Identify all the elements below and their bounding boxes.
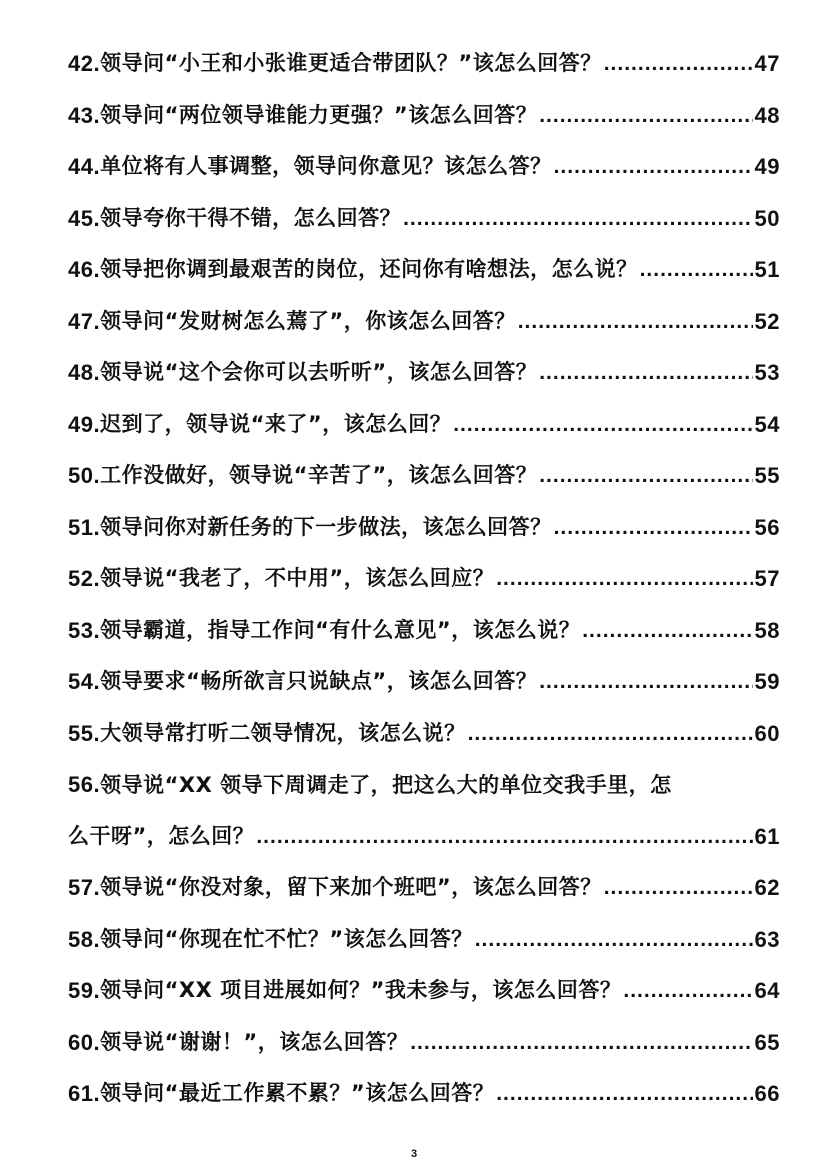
dot-leader	[468, 708, 753, 760]
toc-entry-page: 66	[754, 1081, 780, 1106]
dot-leader	[604, 862, 753, 914]
toc-entry-title: 领导问“小王和小张谁更适合带团队？”该怎么回答？	[100, 51, 602, 75]
toc-entry[interactable]	[68, 862, 780, 914]
toc-entry-number: 53.	[68, 617, 101, 643]
toc-entry[interactable]	[68, 347, 780, 399]
toc-entry-number: 56.	[68, 772, 101, 797]
toc-entry[interactable]	[68, 244, 780, 296]
toc-entry[interactable]	[68, 450, 780, 502]
dot-leader	[604, 38, 753, 90]
toc-entry-56[interactable]	[68, 759, 780, 862]
dot-leader	[554, 141, 753, 193]
toc-entry[interactable]	[68, 296, 780, 348]
toc-entry-number: 55.	[68, 720, 101, 746]
toc-entry-page: 53	[754, 360, 780, 385]
dot-leader	[496, 1068, 752, 1120]
dot-leader	[539, 347, 752, 399]
toc-entry-number: 44.	[68, 154, 101, 179]
toc-entry-title-continued: 么干呀”，怎么回？	[68, 823, 255, 848]
toc-entry-page: 58	[754, 617, 780, 643]
toc-entry-number: 60.	[68, 1029, 101, 1055]
toc-entry[interactable]	[68, 1017, 780, 1069]
toc-entry-page: 61	[754, 823, 780, 849]
toc-entry-number: 42.	[68, 51, 101, 76]
toc-entry-number: 45.	[68, 205, 101, 231]
dot-leader	[403, 193, 752, 245]
dot-leader	[518, 296, 753, 348]
toc-entry-page: 48	[754, 102, 780, 128]
toc-entry[interactable]	[68, 914, 780, 966]
toc-entry-number: 49.	[68, 411, 101, 437]
toc-entry-title: 迟到了，领导说“来了”，该怎么回？	[100, 411, 452, 436]
toc-entry-number: 52.	[68, 566, 101, 591]
dot-leader	[410, 1017, 752, 1069]
toc-entry-title: 领导说“这个会你可以去听听”，该怎么回答？	[100, 360, 538, 384]
toc-entry-number: 54.	[68, 669, 101, 694]
toc-entry-page: 62	[754, 875, 780, 900]
toc-entry[interactable]	[68, 38, 780, 90]
toc-entry-page: 56	[754, 514, 780, 540]
toc-entry-title: 领导说“你没对象，留下来加个班吧”，该怎么回答？	[100, 875, 602, 899]
toc-entry-page: 49	[754, 154, 780, 179]
dot-leader	[256, 811, 752, 863]
dot-leader	[475, 914, 753, 966]
dot-leader	[623, 965, 752, 1017]
toc-entry-title: 领导霸道，指导工作问“有什么意见”，该怎么说？	[100, 617, 581, 642]
toc-entry-title: 领导把你调到最艰苦的岗位，还问你有啥想法，怎么说？	[100, 257, 638, 281]
toc-entry-page: 55	[754, 463, 780, 488]
toc-entry-56-line2	[68, 811, 780, 863]
page-number: 3	[410, 1148, 418, 1160]
toc-entry-title: 单位将有人事调整，领导问你意见？该怎么答？	[100, 154, 552, 178]
dot-leader	[640, 244, 753, 296]
toc-entry-page: 64	[754, 978, 780, 1003]
toc-entry-title: 领导说“XX 领导下周调走了，把这么大的单位交我手里，怎	[100, 773, 672, 797]
toc-entry-title: 领导问“两位领导谁能力更强？”该怎么回答？	[100, 102, 538, 127]
toc-entry-number: 46.	[68, 257, 101, 282]
toc-entry-number: 57.	[68, 875, 101, 900]
dot-leader	[554, 502, 753, 554]
toc-entry-title: 领导问“XX 项目进展如何？”我未参与，该怎么回答？	[100, 978, 622, 1002]
toc-entry-title: 工作没做好，领导说“辛苦了”，该怎么回答？	[100, 463, 538, 487]
toc-entry-number: 50.	[68, 463, 101, 488]
toc-entry-title: 领导要求“畅所欲言只说缺点”，该怎么回答？	[100, 669, 538, 693]
toc-entry[interactable]	[68, 141, 780, 193]
toc-entry-page: 47	[754, 51, 780, 76]
toc-entry-title: 领导说“谢谢！”，该怎么回答？	[100, 1029, 409, 1054]
toc-entry-page: 54	[754, 411, 780, 437]
toc-entry-title: 领导问你对新任务的下一步做法，该怎么回答？	[100, 514, 552, 539]
toc-entry-page: 60	[754, 720, 780, 746]
toc-entry-title: 领导问“你现在忙不忙？”该怎么回答？	[100, 926, 473, 951]
toc-entry[interactable]	[68, 399, 780, 451]
toc-entry-56-line1	[68, 759, 780, 811]
toc-entry[interactable]	[68, 605, 780, 657]
toc-entry-title: 领导问“最近工作累不累？”该怎么回答？	[100, 1081, 495, 1105]
toc-entry-number: 51.	[68, 514, 101, 540]
toc-entry-page: 50	[754, 205, 780, 231]
toc-entry[interactable]	[68, 965, 780, 1017]
toc-entry-number: 61.	[68, 1081, 101, 1106]
table-of-contents	[68, 38, 780, 1120]
toc-entry[interactable]	[68, 1068, 780, 1120]
toc-entry-title: 大领导常打听二领导情况，该怎么说？	[100, 720, 466, 745]
toc-entry-page: 59	[754, 669, 780, 694]
toc-entry-page: 57	[754, 566, 780, 591]
toc-entry[interactable]	[68, 193, 780, 245]
toc-entry-page: 51	[754, 257, 780, 282]
toc-entry-number: 48.	[68, 360, 101, 385]
dot-leader	[582, 605, 752, 657]
toc-entry-title: 领导说“我老了，不中用”，该怎么回应？	[100, 566, 495, 590]
toc-entry-title: 领导夸你干得不错，怎么回答？	[100, 205, 402, 230]
toc-entry-title: 领导问“发财树怎么蔫了”，你该怎么回答？	[100, 308, 516, 333]
toc-entry-number: 59.	[68, 978, 101, 1003]
dot-leader	[539, 656, 752, 708]
toc-entry-number: 43.	[68, 102, 101, 128]
toc-entry-page: 52	[754, 308, 780, 334]
toc-entry[interactable]	[68, 90, 780, 142]
dot-leader	[453, 399, 752, 451]
toc-entry-number: 47.	[68, 308, 101, 334]
dot-leader	[496, 553, 752, 605]
toc-entry[interactable]	[68, 708, 780, 760]
toc-entry[interactable]	[68, 502, 780, 554]
toc-entry-number: 58.	[68, 926, 101, 952]
toc-entry-page: 63	[754, 926, 780, 952]
toc-entry[interactable]	[68, 656, 780, 708]
toc-entry-page: 65	[754, 1029, 780, 1055]
dot-leader	[539, 450, 752, 502]
dot-leader	[539, 90, 752, 142]
toc-entry[interactable]	[68, 553, 780, 605]
